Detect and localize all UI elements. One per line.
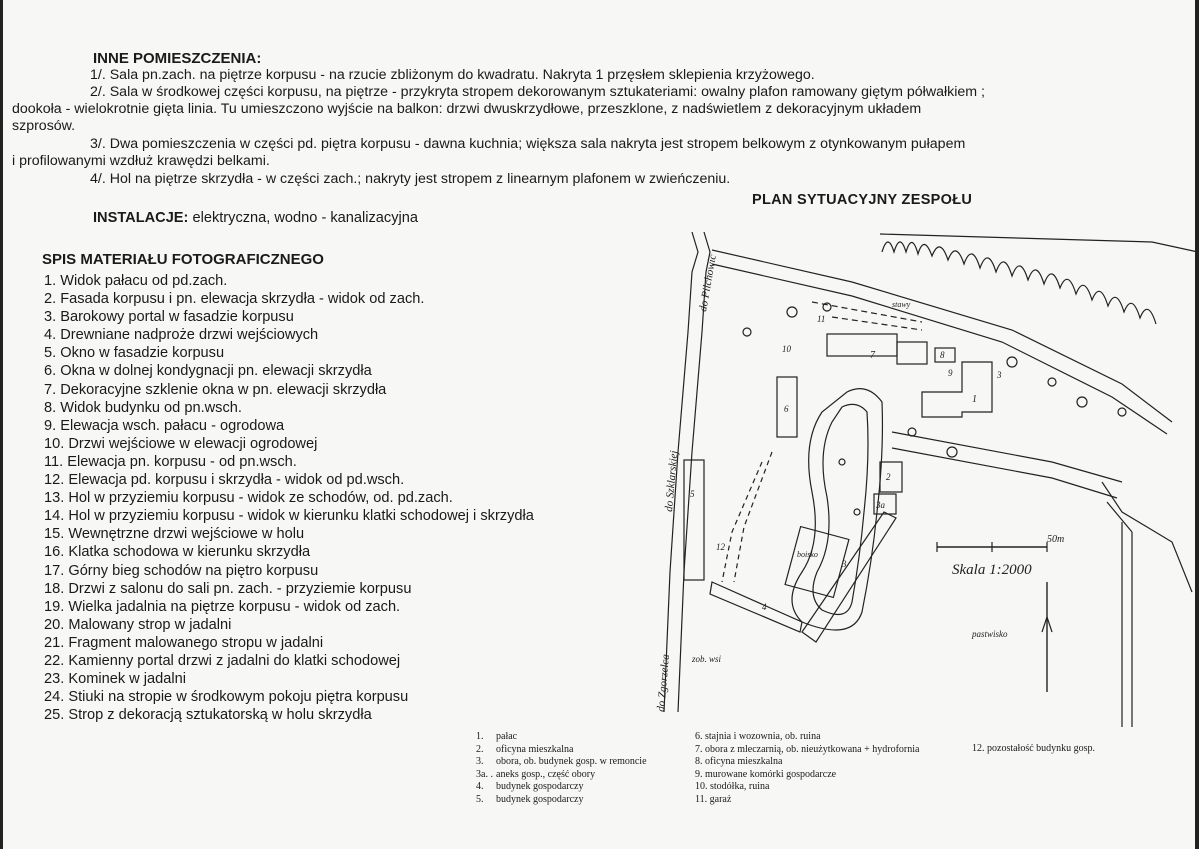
photo-item: 18. Drzwi z salonu do sali pn. zach. - przyziemie korpusu — [44, 580, 412, 597]
legend-item: 2. oficyna mieszkalna — [476, 743, 574, 755]
photo-item: 21. Fragment malowanego stropu w jadalni — [44, 634, 324, 651]
legend-item: 12. pozostałość budynku gosp. — [972, 743, 1096, 754]
legend-item: 8. oficyna mieszkalna — [695, 756, 783, 768]
inne-heading: INNE POMIESZCZENIA: — [93, 50, 262, 67]
photo-item: 6. Okna w dolnej kondygnacji pn. elewacji skrzydła — [44, 363, 372, 380]
photo-item: 10. Drzwi wejściowe w elewacji ogrodowej — [44, 435, 318, 452]
legend-item: 9. murowane komórki gospodarcze — [695, 768, 837, 780]
inne-line-7: 4/. Hol na piętrze skrzydła - w części zach.; nakryty jest stropem z linearnym plafonem w zwieńczeniu. — [90, 171, 731, 187]
photo-list — [44, 272, 534, 724]
photo-item: 17. Górny bieg schodów na piętro korpusu — [44, 562, 319, 579]
inne-line-6: i profilowanymi wzdłuż krawędzi belkami. — [12, 153, 270, 169]
photo-item: 8. Widok budynku od pn.wsch. — [44, 399, 242, 416]
legend-item: 4. budynek gospodarczy — [476, 781, 584, 793]
photo-item: 22. Kamienny portal drzwi z jadalni do klatki schodowej — [44, 652, 401, 669]
instalacje-label: INSTALACJE: — [93, 210, 189, 226]
map-label-11: 11 — [817, 314, 826, 324]
photo-item: 11. Elewacja pn. korpusu - od pn.wsch. — [44, 453, 297, 470]
map-label-pastwisko: pastwisko — [972, 629, 1008, 639]
map-label-zob: zob. wsi — [692, 654, 722, 664]
inne-line-3: dookoła - wielokrotnie gięta linia. Tu umieszczono wyjście na balkon: drzwi dwuskrzydłowe, przeszklone, z nadświetlem z dekoracyjnym układem — [12, 101, 922, 117]
photo-item: 14. Hol w przyziemiu korpusu - widok w kierunku klatki schodowej i skrzydła — [44, 508, 534, 525]
photo-item: 7. Dekoracyjne szklenie okna w pn. elewacji skrzydła — [44, 381, 387, 398]
road-label-zgorzelec: do Zgorzelca — [655, 653, 673, 713]
scale-label: Skala 1:2000 — [952, 562, 1032, 578]
inne-line-5: 3/. Dwa pomieszczenia w części pd. piętra korpusu - dawna kuchnia; większa sala nakryta jest stropem belkowym z otynkowanym pułapem — [90, 136, 966, 152]
photo-item: 2. Fasada korpusu i pn. elewacja skrzydła - widok od zach. — [44, 291, 425, 308]
photo-item: 4. Drewniane nadproże drzwi wejściowych — [44, 327, 319, 344]
photo-item: 5. Okno w fasadzie korpusu — [44, 345, 225, 362]
road-label-pilchowice: do Pilchowic — [697, 253, 719, 313]
photo-item: 20. Malowany strop w jadalni — [44, 616, 232, 633]
spis-heading: SPIS MATERIAŁU FOTOGRAFICZNEGO — [42, 251, 324, 268]
photo-item: 24. Stiuki na stropie w środkowym pokoju piętra korpusu — [44, 689, 409, 706]
map-label-3b: 3 — [997, 370, 1002, 380]
photo-item: 25. Strop z dekoracją sztukatorską w holu skrzydła — [44, 707, 372, 724]
map-label-9: 9 — [948, 368, 953, 378]
legend-item: 7. obora z mleczarnią, ob. nieużytkowana + hydrofornia — [695, 743, 920, 755]
legend-item: 5. budynek gospodarczy — [476, 793, 584, 805]
photo-item: 3. Barokowy portal w fasadzie korpusu — [44, 309, 294, 326]
map-label-3: 3 — [842, 559, 847, 569]
legend-item: 3a. . aneks gosp., część obory — [476, 768, 596, 780]
inne-line-1: 1/. Sala pn.zach. na piętrze korpusu - na rzucie zbliżonym do kwadratu. Nakryta 1 przęsłem sklepienia krzyżowego. — [90, 67, 815, 83]
map-label-4: 4 — [762, 602, 767, 612]
map-label-3a: 3a — [876, 500, 885, 510]
map-label-6: 6 — [784, 404, 789, 414]
photo-item: 16. Klatka schodowa w kierunku skrzydła — [44, 544, 311, 561]
instalacje-value: elektryczna, wodno - kanalizacyjna — [192, 210, 418, 226]
map-label-8: 8 — [940, 350, 945, 360]
photo-item: 13. Hol w przyziemiu korpusu - widok ze schodów, od. pd.zach. — [44, 490, 453, 507]
legend-item: 10. stodółka, ruina — [695, 781, 770, 793]
road-label-szklarska: do Szklarskiej — [663, 450, 681, 513]
legend-col-2 — [695, 731, 919, 807]
scale-bar-label: 50m — [1047, 534, 1065, 545]
map-label-1: 1 — [972, 394, 977, 405]
legend-item: 6. stajnia i wozownia, ob. ruina — [695, 731, 821, 742]
photo-item: 15. Wewnętrzne drzwi wejściowe w holu — [44, 526, 305, 543]
instalacje — [93, 210, 418, 227]
map-label-12: 12 — [716, 542, 725, 552]
legend-item: 3. obora, ob. budynek gosp. w remoncie — [476, 756, 647, 768]
map-label-staw: stawy — [892, 300, 911, 309]
photo-item: 9. Elewacja wsch. pałacu - ogrodowa — [44, 417, 285, 434]
map-label-boisko: boisko — [797, 550, 818, 559]
photo-item: 12. Elewacja pd. korpusu i skrzydła - widok od pd.wsch. — [44, 472, 405, 489]
photo-item: 1. Widok pałacu od pd.zach. — [44, 273, 228, 289]
site-plan-map — [652, 212, 1199, 730]
photo-item: 19. Wielka jadalnia na piętrze korpusu - widok od zach. — [44, 598, 401, 615]
map-label-2: 2 — [886, 472, 891, 482]
map-label-10: 10 — [782, 344, 791, 354]
legend-item: 1. pałac — [476, 731, 518, 742]
map-label-5: 5 — [690, 489, 695, 499]
inne-line-4: szprosów. — [12, 118, 76, 134]
photo-item: 23. Kominek w jadalni — [44, 671, 186, 688]
map-label-7: 7 — [870, 350, 875, 361]
legend-col-3 — [972, 743, 1095, 756]
legend-col-1 — [476, 731, 647, 807]
inne-line-2: 2/. Sala w środkowej części korpusu, na piętrze - przykryta stropem dekorowanym sztukateriami: owalny plafon ramowany giętym półwałkiem ; — [90, 84, 985, 100]
legend-item: 11. garaż — [695, 793, 732, 805]
plan-title: PLAN SYTUACYJNY ZESPOŁU — [752, 192, 973, 208]
scan-edge-left — [0, 0, 3, 849]
